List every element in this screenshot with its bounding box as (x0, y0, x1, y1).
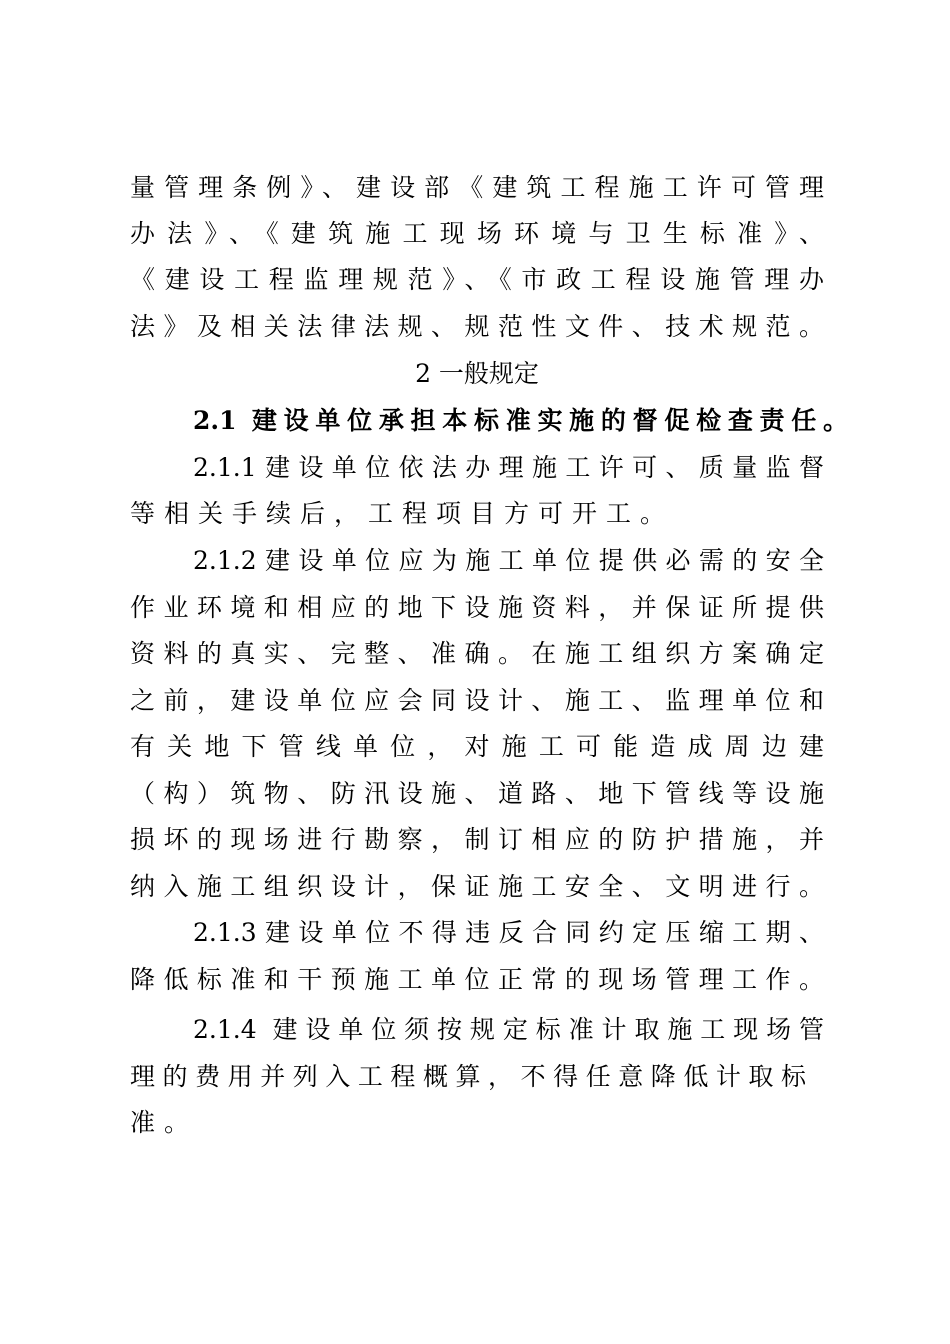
body-text-line: 纳入施工组织设计，保证施工安全、文明进行。 (130, 872, 824, 901)
body-text-line: 办法》、《建筑施工现场环境与卫生标准》、 (130, 219, 824, 248)
body-text-line: 有关地下管线单位，对施工可能造成周边建 (130, 732, 824, 761)
body-text-line: 理的费用并列入工程概算，不得任意降低计取标 (130, 1062, 806, 1091)
body-text-line: 准。 (130, 1108, 199, 1137)
body-text-line: 降低标准和干预施工单位正常的现场管理工作。 (130, 965, 824, 994)
body-text-line: 《建设工程监理规范》、《市政工程设施管理办 (130, 265, 824, 294)
subsection-heading: 2.1 建设单位承担本标准实施的督促检查责任。 (193, 406, 848, 435)
body-text-line: 2.1.3建设单位不得违反合同约定压缩工期、 (193, 918, 824, 947)
body-text-line: 量管理条例》、建设部《建筑工程施工许可管理 (130, 173, 824, 202)
body-text-line: 损坏的现场进行勘察，制订相应的防护措施，并 (130, 825, 824, 854)
body-text-line: 作业环境和相应的地下设施资料，并保证所提供 (130, 593, 824, 622)
body-text-line: 法》及相关法律法规、规范性文件、技术规范。 (130, 312, 824, 341)
body-text-line: （构）筑物、防汛设施、道路、地下管线等设施 (130, 779, 824, 808)
body-text-line: 资料的真实、完整、准确。在施工组织方案确定 (130, 639, 824, 668)
body-text-line: 2.1.1建设单位依法办理施工许可、质量监督 (193, 453, 824, 482)
body-text-line: 2.1.4 建设单位须按规定标准计取施工现场管 (193, 1015, 824, 1044)
body-text-line: 等相关手续后，工程项目方可开工。 (130, 499, 675, 528)
section-heading: 2 一般规定 (415, 359, 539, 388)
body-text-line: 2.1.2建设单位应为施工单位提供必需的安全 (193, 546, 824, 575)
body-text-line: 之前，建设单位应会同设计、施工、监理单位和 (130, 686, 824, 715)
